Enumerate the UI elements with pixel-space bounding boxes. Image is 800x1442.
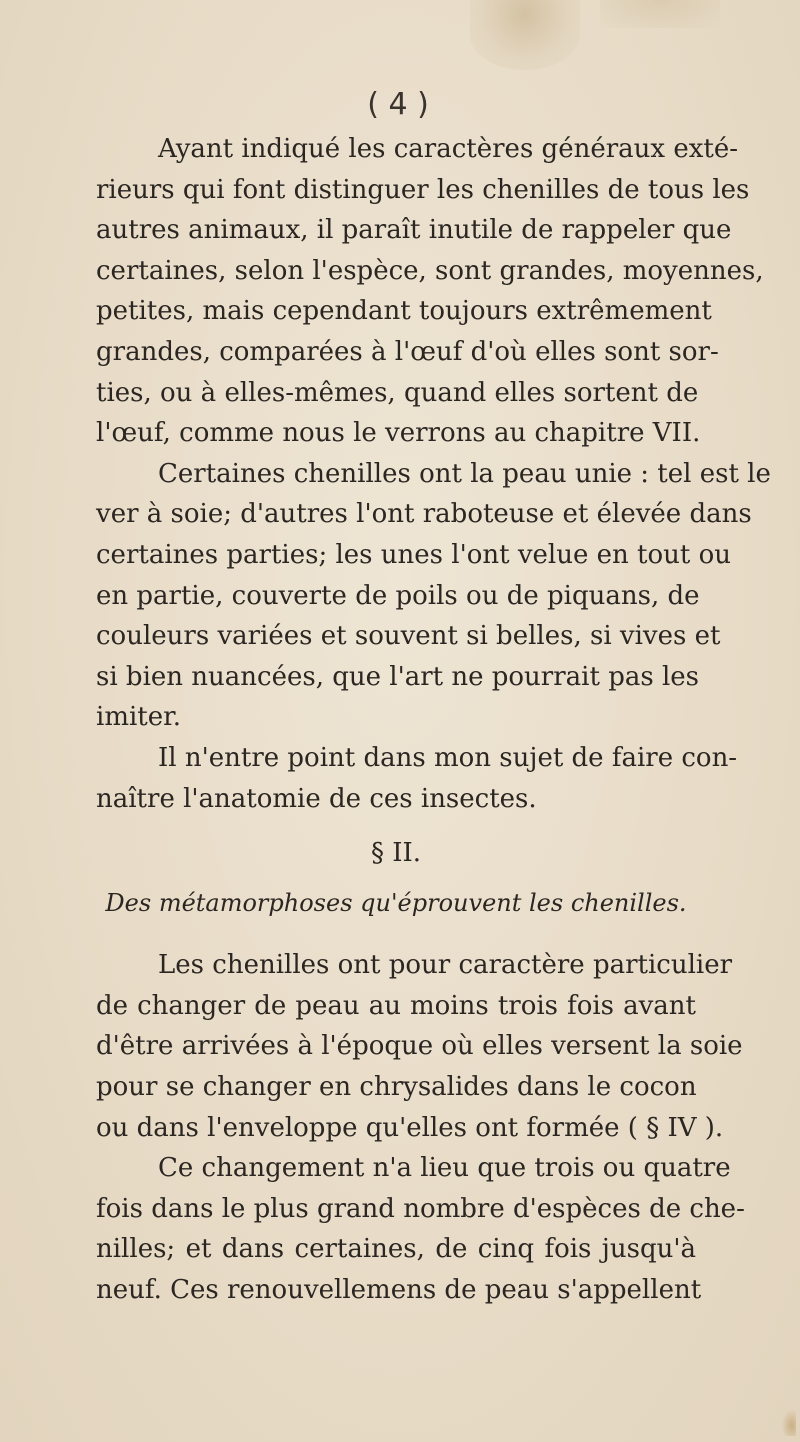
text-line: grandes, comparées à l'œuf d'où elles sont sor- [96, 337, 719, 367]
text-line: Ce changement n'a lieu que trois ou quatre [158, 1153, 731, 1184]
text-line: ver à soie; d'autres l'ont raboteuse et élevée dans [96, 499, 752, 530]
paper-stain [600, 0, 720, 28]
text-line: nilles; et dans certaines, de cinq fois jusqu'à [96, 1234, 696, 1265]
text-line: de changer de peau au moins trois fois avant [96, 990, 696, 1021]
text-line: d'être arrivées à l'époque où elles versent la soie [96, 1031, 743, 1062]
text-line: petites, mais cependant toujours extrêmement [96, 296, 712, 327]
text-line: pour se changer en chrysalides dans le cocon [96, 1072, 697, 1102]
text-line: certaines parties; les unes l'ont velue en tout ou [96, 540, 731, 570]
text-line: couleurs variées et souvent si belles, si vives et [96, 621, 721, 652]
text-line: ties, ou à elles-mêmes, quand elles sortent de [96, 377, 699, 408]
text-line: certaines, selon l'espèce, sont grandes, moyennes, [96, 255, 764, 286]
paper-stain [782, 1410, 796, 1436]
section-heading: § II. [370, 838, 422, 869]
text-line: Certaines chenilles ont la peau unie : tel est le [158, 458, 771, 489]
text-line: en partie, couverte de poils ou de piquans, de [96, 580, 700, 611]
text-line: imiter. [96, 702, 181, 733]
text-line: l'œuf, comme nous le verrons au chapitre VII. [96, 418, 701, 449]
text-line: rieurs qui font distinguer les chenilles de tous les [96, 174, 750, 205]
text-line: naître l'anatomie de ces insectes. [96, 783, 537, 814]
text-line: Les chenilles ont pour caractère particulier [158, 950, 733, 981]
paper-stain [470, 0, 580, 70]
page-number: ( 4 ) [367, 87, 429, 122]
text-line: Ayant indiqué les caractères généraux exté- [158, 134, 738, 164]
text-line: neuf. Ces renouvellemens de peau s'appellent [96, 1275, 702, 1305]
section-title: Des métamorphoses qu'éprouvent les chenilles. [105, 889, 687, 918]
text-line: ou dans l'enveloppe qu'elles ont formée ( § IV ). [96, 1112, 724, 1143]
text-line: Il n'entre point dans mon sujet de faire con- [158, 743, 738, 773]
text-line: fois dans le plus grand nombre d'espèces de che- [96, 1193, 745, 1224]
text-line: autres animaux, il paraît inutile de rappeler que [96, 215, 732, 246]
text-line: si bien nuancées, que l'art ne pourrait pas les [96, 661, 699, 692]
